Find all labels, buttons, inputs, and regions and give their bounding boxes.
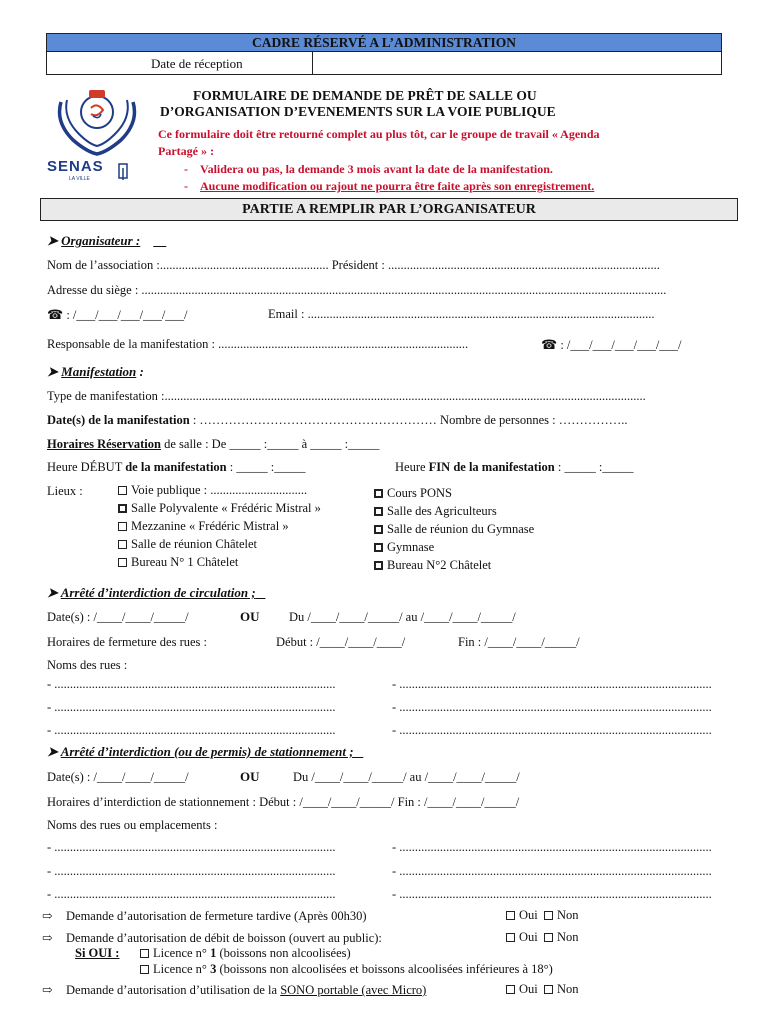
checkbox[interactable] (118, 486, 127, 495)
notice-bullet1: - Validera ou pas, la demande 3 mois avant la date de la manifestation. (184, 162, 553, 176)
organizer-section-header: PARTIE A REMPLIR PAR L’ORGANISATEUR (40, 198, 738, 221)
checkbox[interactable] (118, 558, 127, 567)
senas-logo (47, 84, 147, 184)
arrow-bullet-icon: ➤ (47, 585, 58, 600)
si-oui-label: Si OUI : (75, 946, 120, 960)
rue-line-right[interactable]: - .................................................................................................... (392, 700, 712, 714)
emplacement-line-left[interactable]: - .......................................................................................... (47, 840, 336, 854)
form-title-line2: D’ORGANISATION D’EVENEMENTS SUR LA VOIE PUBLIQUE (160, 104, 556, 119)
right-arrow-icon: ⇨ (42, 909, 53, 923)
checkbox[interactable] (140, 965, 149, 974)
checkbox[interactable] (374, 543, 383, 552)
lieu-salle-polyvalente[interactable]: Salle Polyvalente « Frédéric Mistral » (118, 501, 321, 516)
fermeture-label: Horaires de fermeture des rues : (47, 635, 207, 649)
lieu-cours-pons[interactable]: Cours PONS (374, 486, 452, 501)
dates-field[interactable]: Date(s) de la manifestation : ………………………………………………… Nombre de personnes : …………….. (47, 413, 628, 427)
rue-line-left[interactable]: - .......................................................................................... (47, 677, 336, 691)
emplacement-line-right[interactable]: - .................................................................................................... (392, 840, 712, 854)
rue-line-right[interactable]: - .................................................................................................... (392, 677, 712, 691)
tardive-request: ⇨ Demande d’autorisation de fermeture tardive (Après 00h30) (42, 909, 367, 923)
reception-date-label: Date de réception (151, 56, 243, 71)
emplacement-line-right[interactable]: - .................................................................................................... (392, 887, 712, 901)
checkbox[interactable] (374, 525, 383, 534)
responsable-phone-field[interactable]: ☎ : /___/___/___/___/___/ (541, 337, 682, 352)
rue-line-left[interactable]: - .......................................................................................... (47, 723, 336, 737)
debit-request: ⇨ Demande d’autorisation de débit de boisson (ouvert au public): (42, 931, 382, 945)
arrow-bullet-icon: ➤ (47, 233, 58, 248)
checkbox[interactable] (544, 985, 553, 994)
notice-line1: Ce formulaire doit être retourné complet au plus tôt, car le groupe de travail « Agenda (158, 127, 600, 141)
circulation-ou-label: OU (240, 609, 260, 624)
emplacement-line-left[interactable]: - .......................................................................................... (47, 864, 336, 878)
right-arrow-icon: ⇨ (42, 931, 53, 945)
checkbox[interactable] (374, 489, 383, 498)
sono-options[interactable]: Oui Non (506, 982, 579, 997)
checkbox[interactable] (374, 561, 383, 570)
type-field[interactable]: Type de manifestation :.......................................................................................................................................................... (47, 389, 646, 403)
rue-line-left[interactable]: - .......................................................................................... (47, 700, 336, 714)
emplacement-line-right[interactable]: - .................................................................................................... (392, 864, 712, 878)
sono-request: ⇨ Demande d’autorisation d’utilisation de la SONO portable (avec Micro) (42, 983, 427, 997)
stationnement-heading: ➤ Arrêté d’interdiction (ou de permis) de stationnement ; (47, 744, 354, 759)
lieu-bureau-1-chatelet[interactable]: Bureau N° 1 Châtelet (118, 555, 238, 570)
telephone-icon: ☎ (47, 307, 64, 322)
arrow-bullet-icon: ➤ (47, 744, 58, 759)
fermeture-fin-field[interactable]: Fin : /____/____/_____/ (458, 635, 580, 649)
stationnement-range-field[interactable]: Du /____/____/_____/ au /____/____/_____/ (293, 770, 520, 784)
rue-line-right[interactable]: - .................................................................................................... (392, 723, 712, 737)
phone-field[interactable]: ☎ : /___/___/___/___/___/ (47, 307, 188, 322)
circulation-dates-field[interactable]: Date(s) : /____/____/_____/ (47, 610, 189, 624)
heure-debut-field[interactable]: Heure DÉBUT de la manifestation : _____ :_____ (47, 460, 306, 474)
admin-frame (46, 33, 722, 75)
admin-divider (312, 52, 313, 74)
organisateur-heading: ➤ Organisateur : (47, 233, 141, 248)
debit-options[interactable]: Oui Non (506, 930, 579, 945)
lieu-mezzanine[interactable]: Mezzanine « Frédéric Mistral » (118, 519, 289, 534)
fermeture-debut-field[interactable]: Début : /____/____/____/ (276, 635, 406, 649)
checkbox[interactable] (506, 911, 515, 920)
noms-emplacements-label: Noms des rues ou emplacements : (47, 818, 218, 832)
arrow-bullet-icon: ➤ (47, 364, 58, 379)
licence-1-option[interactable]: Licence n° 1 (boissons non alcoolisées) (140, 946, 351, 961)
right-arrow-icon: ⇨ (42, 983, 53, 997)
checkbox[interactable] (544, 933, 553, 942)
horaires-reservation-field[interactable]: Horaires Réservation de salle : De _____ :_____ à _____ :_____ (47, 437, 380, 451)
circulation-range-field[interactable]: Du /____/____/_____/ au /____/____/_____/ (289, 610, 516, 624)
form-title-line1: FORMULAIRE DE DEMANDE DE PRÊT DE SALLE OU (193, 88, 537, 103)
checkbox[interactable] (374, 507, 383, 516)
lieux-label: Lieux : (47, 484, 83, 498)
lieu-salle-agriculteurs[interactable]: Salle des Agriculteurs (374, 504, 497, 519)
emplacement-line-left[interactable]: - .......................................................................................... (47, 887, 336, 901)
lieu-salle-reunion-gymnase[interactable]: Salle de réunion du Gymnase (374, 522, 534, 537)
lieu-bureau-2-chatelet[interactable]: Bureau N°2 Châtelet (374, 558, 491, 573)
stationnement-ou-label: OU (240, 769, 260, 784)
licence-3-option[interactable]: Licence n° 3 (boissons non alcoolisées et boissons alcoolisées inférieures à 18°) (140, 962, 553, 977)
tardive-options[interactable]: Oui Non (506, 908, 579, 923)
noms-rues-label: Noms des rues : (47, 658, 128, 672)
checkbox[interactable] (506, 933, 515, 942)
notice-bullet2: - Aucune modification ou rajout ne pourra être faite après son enregistrement. (184, 179, 595, 193)
telephone-icon: ☎ (541, 337, 558, 352)
logo-name: SENAS (47, 158, 104, 175)
email-field[interactable]: Email : ............................................................................................................... (268, 307, 655, 321)
heure-fin-field[interactable]: Heure FIN de la manifestation : _____ :_____ (395, 460, 634, 474)
checkbox[interactable] (140, 949, 149, 958)
notice-line2: Partagé » : (158, 144, 214, 158)
lieu-voie-publique[interactable]: Voie publique : ............................... (118, 483, 307, 498)
responsable-field[interactable]: Responsable de la manifestation : ................................................................................ (47, 337, 469, 351)
association-field[interactable]: Nom de l’association :...................................................... Président : ....................................................................................... (47, 258, 660, 272)
checkbox[interactable] (118, 522, 127, 531)
lieu-gymnase[interactable]: Gymnase (374, 540, 434, 555)
circulation-heading: ➤ Arrêté d’interdiction de circulation ; (47, 585, 256, 600)
checkbox[interactable] (544, 911, 553, 920)
manifestation-heading: ➤ Manifestation : (47, 364, 144, 379)
checkbox[interactable] (118, 504, 127, 513)
stationnement-dates-field[interactable]: Date(s) : /____/____/_____/ (47, 770, 189, 784)
checkbox[interactable] (118, 540, 127, 549)
lieu-salle-reunion-chatelet[interactable]: Salle de réunion Châtelet (118, 537, 257, 552)
siege-field[interactable]: Adresse du siège : ........................................................................................................................................................................ (47, 283, 667, 297)
admin-header: CADRE RÉSERVÉ A L’ADMINISTRATION (47, 34, 721, 52)
logo-tagline: LA VILLE (69, 176, 90, 182)
checkbox[interactable] (506, 985, 515, 994)
stationnement-horaires-field[interactable]: Horaires d’interdiction de stationnement : Début : /____/____/_____/ Fin : /____/____/_____/ (47, 795, 520, 809)
